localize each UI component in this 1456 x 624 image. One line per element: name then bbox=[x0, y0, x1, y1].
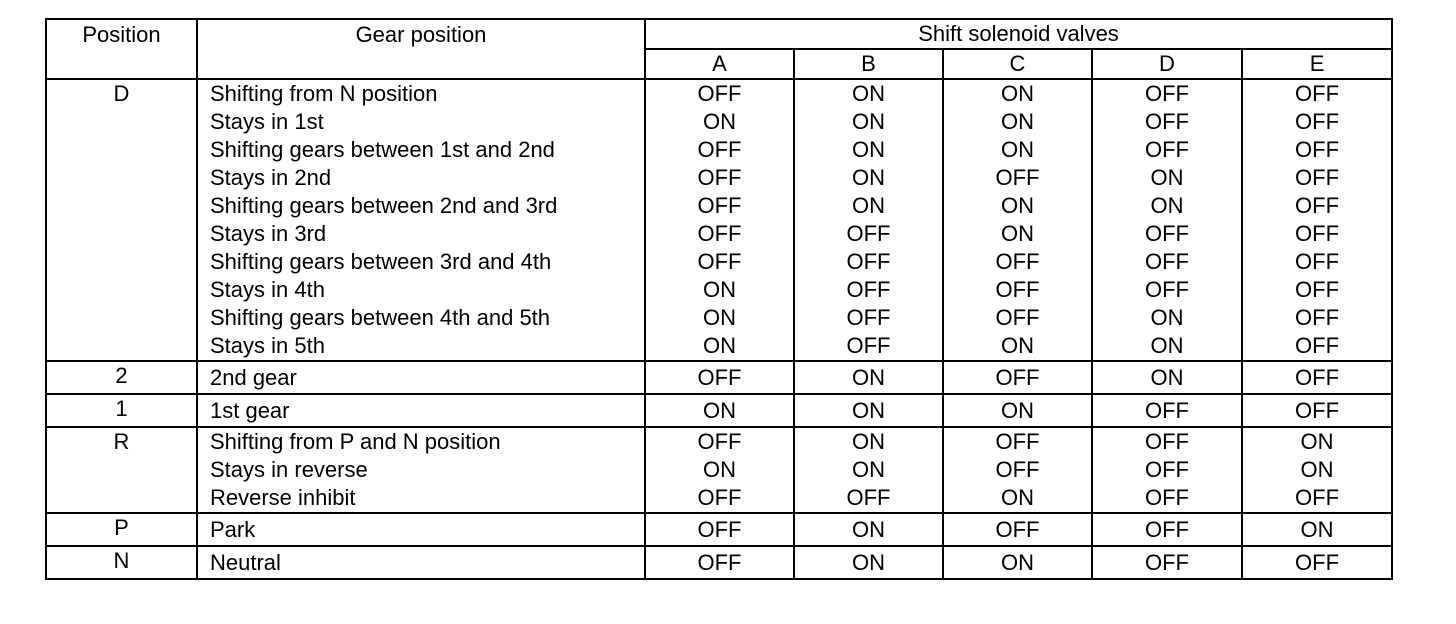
valve-e-state: OFF bbox=[1242, 276, 1392, 304]
table-row bbox=[46, 276, 1392, 304]
gear-position-cell: Shifting gears between 3rd and 4th bbox=[197, 248, 645, 276]
valve-a-state: OFF bbox=[645, 361, 794, 394]
table-row bbox=[46, 513, 1392, 546]
valve-b-state: ON bbox=[794, 79, 943, 108]
valve-a-state: OFF bbox=[645, 427, 794, 456]
table-row bbox=[46, 304, 1392, 332]
valve-c-state: ON bbox=[943, 546, 1092, 579]
valve-c-state: OFF bbox=[943, 513, 1092, 546]
table-header bbox=[46, 19, 1392, 79]
table-row bbox=[46, 427, 1392, 456]
table-row bbox=[46, 546, 1392, 579]
valve-e-state: OFF bbox=[1242, 108, 1392, 136]
valve-b-header: B bbox=[794, 49, 943, 79]
valve-e-state: OFF bbox=[1242, 484, 1392, 513]
valve-a-state: OFF bbox=[645, 164, 794, 192]
table-row bbox=[46, 108, 1392, 136]
gear-position-cell: Stays in 1st bbox=[197, 108, 645, 136]
valve-d-state: OFF bbox=[1092, 456, 1242, 484]
valve-e-state: OFF bbox=[1242, 248, 1392, 276]
valve-d-state: OFF bbox=[1092, 220, 1242, 248]
table-row bbox=[46, 484, 1392, 513]
table-row bbox=[46, 192, 1392, 220]
valve-e-state: OFF bbox=[1242, 304, 1392, 332]
table-body bbox=[46, 79, 1392, 579]
valve-c-state: OFF bbox=[943, 427, 1092, 456]
valve-b-state: OFF bbox=[794, 304, 943, 332]
table-row bbox=[46, 394, 1392, 427]
valve-c-state: ON bbox=[943, 332, 1092, 361]
valve-b-state: ON bbox=[794, 108, 943, 136]
gear-position-cell: Shifting gears between 1st and 2nd bbox=[197, 136, 645, 164]
gear-position-cell: Neutral bbox=[197, 546, 645, 579]
valve-d-state: ON bbox=[1092, 332, 1242, 361]
valve-d-header: D bbox=[1092, 49, 1242, 79]
table-row bbox=[46, 332, 1392, 361]
valve-c-state: ON bbox=[943, 192, 1092, 220]
valve-c-state: OFF bbox=[943, 276, 1092, 304]
valve-d-state: ON bbox=[1092, 304, 1242, 332]
table-row bbox=[46, 164, 1392, 192]
valve-d-state: OFF bbox=[1092, 513, 1242, 546]
shift-solenoid-table bbox=[45, 18, 1393, 580]
position-cell: P bbox=[46, 513, 197, 546]
valve-b-state: ON bbox=[794, 394, 943, 427]
gear-position-cell: Shifting gears between 4th and 5th bbox=[197, 304, 645, 332]
gear-position-cell: 2nd gear bbox=[197, 361, 645, 394]
valve-d-state: ON bbox=[1092, 192, 1242, 220]
valve-e-state: OFF bbox=[1242, 136, 1392, 164]
gear-position-cell: Shifting from P and N position bbox=[197, 427, 645, 456]
valve-e-state: OFF bbox=[1242, 546, 1392, 579]
solenoid-valves-header: Shift solenoid valves bbox=[645, 19, 1392, 49]
valve-a-state: OFF bbox=[645, 79, 794, 108]
valve-d-state: OFF bbox=[1092, 248, 1242, 276]
valve-d-state: OFF bbox=[1092, 108, 1242, 136]
valve-d-state: ON bbox=[1092, 164, 1242, 192]
valve-a-header: A bbox=[645, 49, 794, 79]
valve-b-state: OFF bbox=[794, 220, 943, 248]
valve-e-state: ON bbox=[1242, 456, 1392, 484]
table-row bbox=[46, 361, 1392, 394]
position-cell: N bbox=[46, 546, 197, 579]
table-row bbox=[46, 456, 1392, 484]
valve-c-state: ON bbox=[943, 394, 1092, 427]
valve-b-state: ON bbox=[794, 136, 943, 164]
valve-a-state: ON bbox=[645, 304, 794, 332]
valve-c-state: ON bbox=[943, 484, 1092, 513]
valve-e-state: OFF bbox=[1242, 79, 1392, 108]
valve-d-state: OFF bbox=[1092, 136, 1242, 164]
valve-c-state: OFF bbox=[943, 361, 1092, 394]
gear-position-cell: Stays in reverse bbox=[197, 456, 645, 484]
position-cell: 2 bbox=[46, 361, 197, 394]
header-row bbox=[46, 19, 1392, 49]
valve-b-state: OFF bbox=[794, 248, 943, 276]
table-row bbox=[46, 79, 1392, 108]
valve-a-state: ON bbox=[645, 456, 794, 484]
valve-e-header: E bbox=[1242, 49, 1392, 79]
valve-e-state: ON bbox=[1242, 427, 1392, 456]
valve-e-state: OFF bbox=[1242, 192, 1392, 220]
valve-e-state: OFF bbox=[1242, 361, 1392, 394]
valve-d-state: ON bbox=[1092, 361, 1242, 394]
table-row bbox=[46, 136, 1392, 164]
valve-a-state: OFF bbox=[645, 220, 794, 248]
valve-d-state: OFF bbox=[1092, 484, 1242, 513]
valve-c-state: ON bbox=[943, 136, 1092, 164]
valve-d-state: OFF bbox=[1092, 79, 1242, 108]
valve-b-state: ON bbox=[794, 164, 943, 192]
valve-b-state: ON bbox=[794, 192, 943, 220]
gear-position-cell: Reverse inhibit bbox=[197, 484, 645, 513]
valve-b-state: OFF bbox=[794, 276, 943, 304]
valve-b-state: ON bbox=[794, 361, 943, 394]
position-cell: 1 bbox=[46, 394, 197, 427]
table-row bbox=[46, 248, 1392, 276]
valve-b-state: OFF bbox=[794, 332, 943, 361]
valve-d-state: OFF bbox=[1092, 427, 1242, 456]
gear-position-header: Gear position bbox=[197, 19, 645, 79]
valve-a-state: ON bbox=[645, 394, 794, 427]
valve-c-state: OFF bbox=[943, 304, 1092, 332]
valve-c-state: ON bbox=[943, 108, 1092, 136]
valve-c-state: ON bbox=[943, 220, 1092, 248]
valve-e-state: OFF bbox=[1242, 220, 1392, 248]
valve-a-state: ON bbox=[645, 276, 794, 304]
gear-position-cell: Stays in 2nd bbox=[197, 164, 645, 192]
valve-c-state: OFF bbox=[943, 248, 1092, 276]
valve-c-state: ON bbox=[943, 79, 1092, 108]
valve-a-state: ON bbox=[645, 332, 794, 361]
valve-c-state: OFF bbox=[943, 456, 1092, 484]
valve-b-state: ON bbox=[794, 546, 943, 579]
valve-b-state: ON bbox=[794, 456, 943, 484]
valve-e-state: ON bbox=[1242, 513, 1392, 546]
valve-d-state: OFF bbox=[1092, 394, 1242, 427]
valve-e-state: OFF bbox=[1242, 164, 1392, 192]
valve-b-state: ON bbox=[794, 427, 943, 456]
valve-b-state: ON bbox=[794, 513, 943, 546]
valve-b-state: OFF bbox=[794, 484, 943, 513]
position-cell: D bbox=[46, 79, 197, 361]
gear-position-cell: Stays in 4th bbox=[197, 276, 645, 304]
gear-position-cell: Shifting from N position bbox=[197, 79, 645, 108]
valve-a-state: OFF bbox=[645, 248, 794, 276]
table-row bbox=[46, 220, 1392, 248]
position-cell: R bbox=[46, 427, 197, 513]
valve-e-state: OFF bbox=[1242, 332, 1392, 361]
gear-position-cell: 1st gear bbox=[197, 394, 645, 427]
valve-a-state: OFF bbox=[645, 546, 794, 579]
valve-a-state: ON bbox=[645, 108, 794, 136]
valve-e-state: OFF bbox=[1242, 394, 1392, 427]
valve-c-header: C bbox=[943, 49, 1092, 79]
valve-a-state: OFF bbox=[645, 513, 794, 546]
valve-a-state: OFF bbox=[645, 484, 794, 513]
gear-position-cell: Stays in 5th bbox=[197, 332, 645, 361]
valve-d-state: OFF bbox=[1092, 276, 1242, 304]
gear-position-cell: Stays in 3rd bbox=[197, 220, 645, 248]
valve-c-state: OFF bbox=[943, 164, 1092, 192]
position-header: Position bbox=[46, 19, 197, 79]
valve-a-state: OFF bbox=[645, 192, 794, 220]
valve-d-state: OFF bbox=[1092, 546, 1242, 579]
gear-position-cell: Park bbox=[197, 513, 645, 546]
valve-a-state: OFF bbox=[645, 136, 794, 164]
gear-position-cell: Shifting gears between 2nd and 3rd bbox=[197, 192, 645, 220]
